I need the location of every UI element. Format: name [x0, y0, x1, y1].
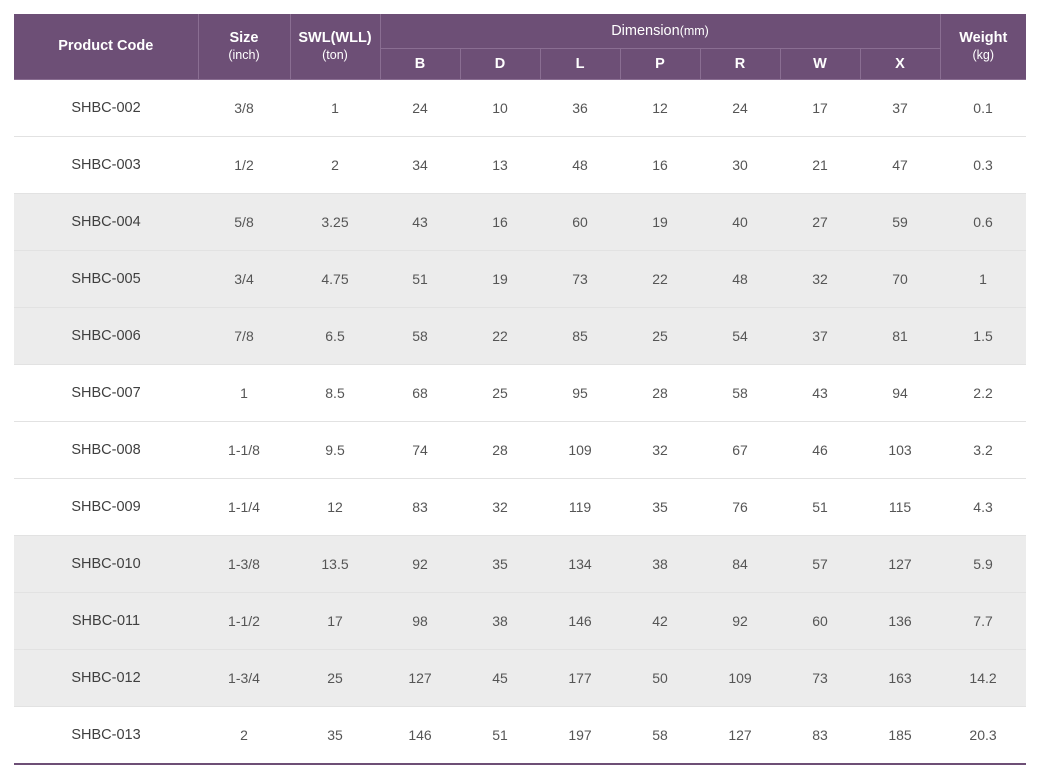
cell-dimension-b: 43	[380, 194, 460, 251]
cell-product-code: SHBC-013	[14, 707, 198, 764]
table-row	[14, 194, 1026, 251]
cell-dimension-p: 50	[620, 650, 700, 707]
cell-size: 5/8	[198, 194, 290, 251]
column-header-product-code: Product Code	[14, 14, 198, 80]
cell-product-code: SHBC-006	[14, 308, 198, 365]
cell-dimension-d: 13	[460, 137, 540, 194]
table-header	[14, 14, 1026, 80]
cell-dimension-r: 84	[700, 536, 780, 593]
cell-dimension-b: 68	[380, 365, 460, 422]
cell-size: 1-1/4	[198, 479, 290, 536]
cell-dimension-w: 37	[780, 308, 860, 365]
cell-dimension-w: 21	[780, 137, 860, 194]
cell-dimension-w: 83	[812, 727, 828, 743]
cell-dimension-d: 19	[460, 251, 540, 308]
cell-dimension-x: 103	[860, 422, 940, 479]
cell-dimension-w: 43	[780, 365, 860, 422]
cell-dimension-p: 19	[620, 194, 700, 251]
cell-dimension-w: 60	[780, 593, 860, 650]
column-header-dimension-group	[380, 14, 940, 49]
cell-swl: 3.25	[290, 194, 380, 251]
cell-dimension-x: 59	[860, 194, 940, 251]
cell-size: 1-3/4	[198, 650, 290, 707]
cell-dimension-b: 24	[380, 80, 460, 137]
cell-dimension-w: 17	[780, 80, 860, 137]
column-header-dimension-d: D	[460, 49, 540, 80]
cell-dimension-d: 22	[460, 308, 540, 365]
cell-swl: 2	[290, 137, 380, 194]
cell-dimension-w: 32	[780, 251, 860, 308]
cell-product-code: SHBC-011	[14, 593, 198, 650]
cell-dimension-d: 32	[460, 479, 540, 536]
cell-dimension-l: 73	[540, 251, 620, 308]
cell-product-code: SHBC-003	[14, 137, 198, 194]
column-header-swl-main: SWL(WLL)	[298, 30, 372, 47]
cell-weight: 3.2	[940, 422, 1026, 479]
cell-dimension-d: 35	[460, 536, 540, 593]
cell-dimension-l: 48	[540, 137, 620, 194]
cell-size: 1-1/8	[198, 422, 290, 479]
cell-weight: 7.7	[940, 593, 1026, 650]
cell-swl: 35	[327, 727, 343, 743]
cell-size: 2	[240, 727, 248, 743]
cell-dimension-r: 24	[700, 80, 780, 137]
column-header-weight-main: Weight	[959, 30, 1008, 47]
cell-dimension-l: 146	[540, 593, 620, 650]
table-row	[14, 251, 1026, 308]
cell-product-code: SHBC-012	[14, 650, 198, 707]
cell-dimension-w: 51	[780, 479, 860, 536]
cell-dimension-x: 94	[860, 365, 940, 422]
cell-dimension-x: 136	[860, 593, 940, 650]
cell-dimension-l: 60	[540, 194, 620, 251]
cell-size: 7/8	[198, 308, 290, 365]
cell-weight: 20.3	[969, 727, 997, 743]
cell-dimension-b: 127	[380, 650, 460, 707]
cell-swl: 25	[290, 650, 380, 707]
cell-dimension-w: 73	[780, 650, 860, 707]
cell-product-code: SHBC-009	[14, 479, 198, 536]
column-header-dimension-b: B	[380, 49, 460, 80]
cell-dimension-x: 37	[860, 80, 940, 137]
cell-dimension-x: 185	[888, 727, 912, 743]
cell-dimension-b: 83	[380, 479, 460, 536]
header-row-primary	[14, 14, 1026, 49]
cell-dimension-r: 48	[700, 251, 780, 308]
column-header-swl	[290, 14, 380, 80]
cell-dimension-r: 92	[700, 593, 780, 650]
cell-product-code: SHBC-007	[14, 365, 198, 422]
cell-dimension-d: 16	[460, 194, 540, 251]
cell-dimension-p: 12	[620, 80, 700, 137]
cell-size: 1-3/8	[198, 536, 290, 593]
cell-dimension-d: 38	[460, 593, 540, 650]
cell-dimension-x: 81	[860, 308, 940, 365]
cell-weight: 0.3	[940, 137, 1026, 194]
cell-swl: 6.5	[290, 308, 380, 365]
cell-dimension-b: 92	[380, 536, 460, 593]
column-header-dimension-w: W	[780, 49, 860, 80]
cell-dimension-r: 127	[728, 727, 752, 743]
cell-dimension-p: 32	[620, 422, 700, 479]
table-row	[14, 422, 1026, 479]
column-header-dimension-p: P	[620, 49, 700, 80]
table-row	[14, 137, 1026, 194]
cell-size: 3/8	[198, 80, 290, 137]
cell-dimension-r: 109	[700, 650, 780, 707]
cell-product-code: SHBC-002	[14, 80, 198, 137]
cell-dimension-p: 28	[620, 365, 700, 422]
cell-dimension-p: 42	[620, 593, 700, 650]
cell-dimension-p: 22	[620, 251, 700, 308]
column-header-dimension-label: Dimension	[611, 22, 680, 39]
cell-dimension-d: 25	[460, 365, 540, 422]
column-header-swl-unit: (ton)	[322, 48, 348, 63]
cell-dimension-p: 38	[620, 536, 700, 593]
cell-dimension-p: 58	[652, 727, 668, 743]
cell-dimension-w: 46	[780, 422, 860, 479]
table-row	[14, 365, 1026, 422]
cell-dimension-p: 25	[620, 308, 700, 365]
cell-size: 3/4	[198, 251, 290, 308]
cell-swl: 4.75	[290, 251, 380, 308]
cell-dimension-x: 163	[860, 650, 940, 707]
cell-dimension-r: 54	[700, 308, 780, 365]
cell-dimension-b: 98	[380, 593, 460, 650]
column-header-weight-unit: (kg)	[972, 48, 995, 63]
table-row	[14, 80, 1026, 137]
cell-size: 1	[198, 365, 290, 422]
table-row	[14, 308, 1026, 365]
cell-product-code: SHBC-005	[14, 251, 198, 308]
cell-size: 1-1/2	[198, 593, 290, 650]
cell-dimension-r: 67	[700, 422, 780, 479]
table-body	[14, 80, 1026, 764]
cell-dimension-l: 109	[540, 422, 620, 479]
cell-swl: 8.5	[290, 365, 380, 422]
column-header-size-unit: (inch)	[228, 48, 260, 63]
cell-dimension-x: 115	[860, 479, 940, 536]
cell-weight: 5.9	[940, 536, 1026, 593]
column-header-size-main: Size	[229, 30, 259, 47]
cell-size: 1/2	[198, 137, 290, 194]
cell-weight: 0.1	[940, 80, 1026, 137]
cell-weight: 14.2	[940, 650, 1026, 707]
column-header-dimension-l: L	[540, 49, 620, 80]
cell-product-code: SHBC-004	[14, 194, 198, 251]
cell-dimension-r: 76	[700, 479, 780, 536]
cell-dimension-x: 127	[860, 536, 940, 593]
column-header-weight	[940, 14, 1026, 80]
table-row	[14, 650, 1026, 707]
table-row	[14, 536, 1026, 593]
cell-dimension-d: 10	[460, 80, 540, 137]
cell-dimension-r: 40	[700, 194, 780, 251]
cell-dimension-b: 58	[380, 308, 460, 365]
cell-weight: 4.3	[940, 479, 1026, 536]
cell-dimension-p: 35	[620, 479, 700, 536]
cell-dimension-d: 45	[460, 650, 540, 707]
cell-swl: 17	[290, 593, 380, 650]
cell-dimension-b: 74	[380, 422, 460, 479]
table-row	[14, 707, 1026, 764]
cell-dimension-l: 95	[540, 365, 620, 422]
cell-weight: 1.5	[940, 308, 1026, 365]
table-row	[14, 593, 1026, 650]
cell-dimension-r: 30	[700, 137, 780, 194]
cell-dimension-w: 57	[780, 536, 860, 593]
cell-dimension-l: 85	[540, 308, 620, 365]
cell-dimension-x: 47	[860, 137, 940, 194]
cell-dimension-l: 36	[540, 80, 620, 137]
cell-weight: 0.6	[940, 194, 1026, 251]
cell-dimension-l: 134	[540, 536, 620, 593]
cell-dimension-b: 51	[380, 251, 460, 308]
product-specification-table	[14, 14, 1026, 763]
cell-dimension-w: 27	[780, 194, 860, 251]
table-row	[14, 479, 1026, 536]
column-header-dimension-x: X	[860, 49, 940, 80]
cell-dimension-b: 146	[408, 727, 432, 743]
cell-weight: 1	[940, 251, 1026, 308]
cell-dimension-x: 70	[860, 251, 940, 308]
cell-product-code: SHBC-008	[14, 422, 198, 479]
cell-swl: 1	[290, 80, 380, 137]
column-header-size	[198, 14, 290, 80]
cell-dimension-l: 177	[540, 650, 620, 707]
cell-dimension-b: 34	[380, 137, 460, 194]
cell-dimension-r: 58	[700, 365, 780, 422]
cell-swl: 9.5	[290, 422, 380, 479]
cell-product-code: SHBC-010	[14, 536, 198, 593]
column-header-dimension-r: R	[700, 49, 780, 80]
cell-dimension-l: 119	[540, 479, 620, 536]
cell-swl: 13.5	[290, 536, 380, 593]
cell-weight: 2.2	[940, 365, 1026, 422]
cell-swl: 12	[290, 479, 380, 536]
cell-dimension-d: 51	[492, 727, 508, 743]
cell-dimension-p: 16	[620, 137, 700, 194]
cell-dimension-d: 28	[460, 422, 540, 479]
cell-dimension-l: 197	[568, 727, 592, 743]
column-header-dimension-unit: (mm)	[679, 23, 709, 38]
